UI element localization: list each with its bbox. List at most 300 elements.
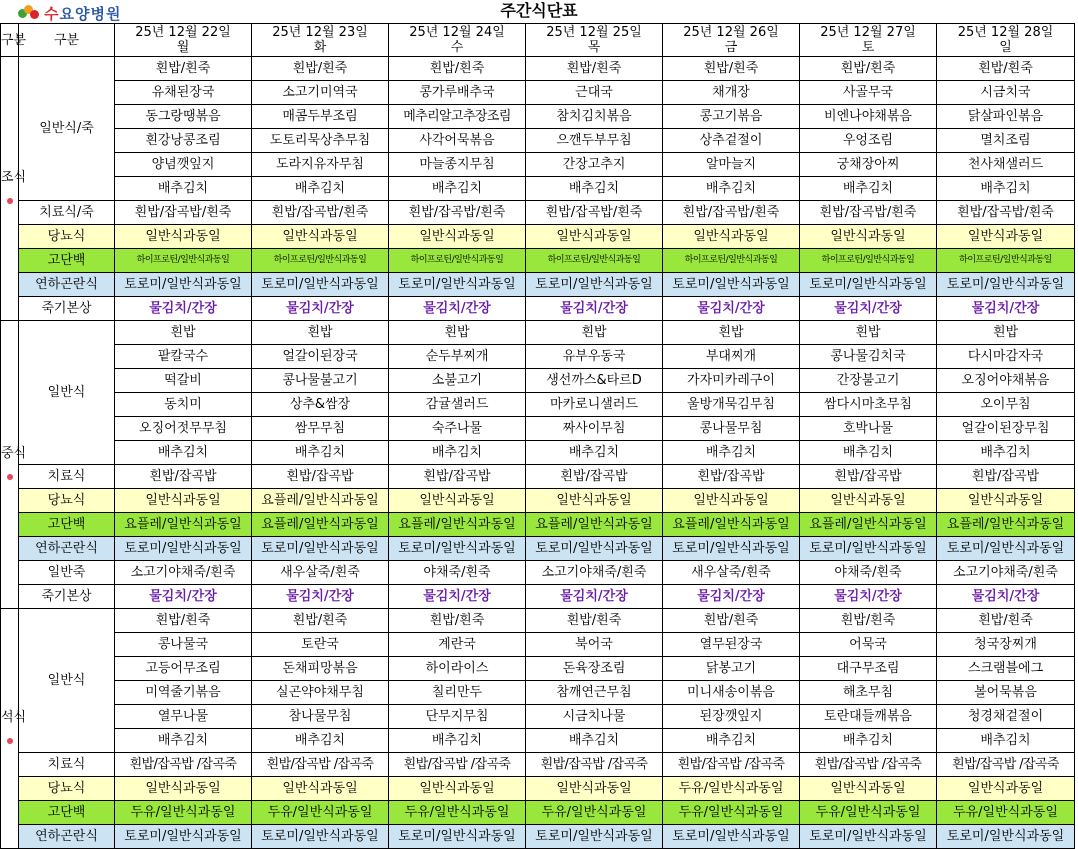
diet-cell: 토로미/일반식과동일 [937,273,1075,297]
diet-cell: 일반식과동일 [115,225,252,249]
menu-row [1,417,1075,441]
diet-label: 당뇨식 [19,225,115,249]
diet-cell: 하이프로틴/일반식과동일 [800,249,937,273]
diet-cell: 물김치/간장 [389,585,526,609]
diet-cell: 물김치/간장 [389,297,526,321]
diet-cell: 토로미/일반식과동일 [252,825,389,849]
menu-row [1,681,1075,705]
menu-cell: 칠리만두 [389,681,526,705]
menu-cell: 흰밥 [389,321,526,345]
menu-cell: 도라지유자무침 [252,153,389,177]
menu-cell: 상추겉절이 [663,129,800,153]
day-header-cell [115,24,252,57]
diet-cell: 토로미/일반식과동일 [526,273,663,297]
menu-cell: 흰밥/흰죽 [937,57,1075,81]
menu-cell: 하이라이스 [389,657,526,681]
menu-cell: 궁채장아찌 [800,153,937,177]
diet-cell: 토로미/일반식과동일 [389,273,526,297]
meal-marker-icon [7,198,13,204]
diet-cell: 일반식과동일 [937,489,1075,513]
menu-cell: 흰밥/흰죽 [663,57,800,81]
diet-cell: 토로미/일반식과동일 [937,825,1075,849]
diet-cell: 흰밥/잡곡밥/흰죽 [663,201,800,225]
menu-cell: 열무된장국 [663,633,800,657]
menu-cell: 부대찌개 [663,345,800,369]
diet-label: 죽기본상 [19,297,115,321]
menu-cell: 배추김치 [115,729,252,753]
diet-cell: 일반식과동일 [252,777,389,801]
diet-row [1,825,1075,849]
diet-cell: 일반식과동일 [526,489,663,513]
menu-cell: 콩가루배추국 [389,81,526,105]
menu-cell: 천사채샐러드 [937,153,1075,177]
diet-cell: 하이프로틴/일반식과동일 [389,249,526,273]
menu-cell: 흰밥 [526,321,663,345]
menu-cell: 오징어야채볶음 [937,369,1075,393]
side-header-cell: 구분 [1,24,19,57]
diet-cell: 일반식과동일 [526,225,663,249]
diet-cell: 토로미/일반식과동일 [800,273,937,297]
diet-cell: 흰밥/잡곡밥 /잡곡죽 [252,753,389,777]
day-header-cell [937,24,1075,57]
meal-marker-icon [7,738,13,744]
menu-cell: 대구무조림 [800,657,937,681]
diet-cell: 흰밥/잡곡밥 [800,465,937,489]
menu-cell: 알마늘지 [663,153,800,177]
diet-label: 고단백 [19,513,115,537]
diet-cell: 물김치/간장 [663,585,800,609]
menu-cell: 떡갈비 [115,369,252,393]
diet-cell: 일반식과동일 [115,777,252,801]
diet-cell: 물김치/간장 [526,585,663,609]
menu-cell: 소불고기 [389,369,526,393]
menu-cell: 흰밥/흰죽 [937,609,1075,633]
day-header-cell [252,24,389,57]
menu-row [1,705,1075,729]
menu-cell: 흰밥/흰죽 [252,609,389,633]
menu-row [1,177,1075,201]
menu-cell: 흰밥/흰죽 [663,609,800,633]
menu-cell: 토란대들깨볶음 [800,705,937,729]
main-category-label: 일반식 [19,321,115,465]
diet-cell: 하이프로틴/일반식과동일 [115,249,252,273]
menu-cell: 생선까스&타르D [526,369,663,393]
meal-side-label: 석식 [1,709,27,725]
menu-cell: 흰밥 [115,321,252,345]
menu-cell: 쌈무무침 [252,417,389,441]
main-category-label: 일반식 [19,609,115,753]
menu-cell: 된장깻잎지 [663,705,800,729]
menu-cell: 배추김치 [937,177,1075,201]
menu-cell: 흰밥 [937,321,1075,345]
menu-cell: 얼갈이된장무침 [937,417,1075,441]
diet-cell: 새우살죽/흰죽 [252,561,389,585]
day-header-cell [663,24,800,57]
meal-side-label: 조식 [1,169,27,185]
diet-cell: 물김치/간장 [937,297,1075,321]
menu-cell: 흰밥/흰죽 [115,609,252,633]
diet-cell: 요플레/일반식과동일 [252,513,389,537]
menu-cell: 소고기미역국 [252,81,389,105]
menu-cell: 콩나물김치국 [800,345,937,369]
menu-row [1,129,1075,153]
menu-cell: 어묵국 [800,633,937,657]
day-header-cell [800,24,937,57]
menu-cell: 흰밥/흰죽 [115,57,252,81]
menu-row [1,57,1075,81]
diet-label: 연하곤란식 [19,273,115,297]
diet-row [1,801,1075,825]
menu-cell: 흰밥/흰죽 [526,609,663,633]
menu-cell: 실곤약야채무침 [252,681,389,705]
menu-cell: 볼어묵볶음 [937,681,1075,705]
diet-cell: 두유/일반식과동일 [663,801,800,825]
diet-label: 당뇨식 [19,489,115,513]
diet-cell: 요플레/일반식과동일 [252,489,389,513]
diet-cell: 흰밥/잡곡밥 /잡곡죽 [526,753,663,777]
day-date: 25년 12월 27일 [820,25,916,40]
menu-cell: 짜사이무침 [526,417,663,441]
menu-cell: 동치미 [115,393,252,417]
diet-cell: 흰밥/잡곡밥 /잡곡죽 [800,753,937,777]
diet-cell: 토로미/일반식과동일 [526,825,663,849]
menu-cell: 가자미카레구이 [663,369,800,393]
menu-cell: 배추김치 [389,441,526,465]
day-date: 25년 12월 25일 [546,25,642,40]
menu-cell: 마늘종지무침 [389,153,526,177]
menu-cell: 청경채겉절이 [937,705,1075,729]
menu-cell: 배추김치 [526,441,663,465]
weekly-menu-table [0,23,1075,849]
menu-cell: 멸치조림 [937,129,1075,153]
menu-cell: 감귤샐러드 [389,393,526,417]
diet-cell: 토로미/일반식과동일 [115,825,252,849]
menu-cell: 시금치나물 [526,705,663,729]
diet-cell: 요플레/일반식과동일 [389,513,526,537]
menu-cell: 배추김치 [526,729,663,753]
diet-cell: 일반식과동일 [115,489,252,513]
menu-cell: 울방개묵김무침 [663,393,800,417]
day-of-week: 수 [450,40,464,55]
menu-cell: 양념깻잎지 [115,153,252,177]
diet-row [1,537,1075,561]
menu-cell: 콩나물무침 [663,417,800,441]
menu-cell: 참나물무침 [252,705,389,729]
menu-cell: 흰밥/흰죽 [800,609,937,633]
menu-cell: 숙주나물 [389,417,526,441]
diet-cell: 흰밥/잡곡밥/흰죽 [526,201,663,225]
diet-cell: 일반식과동일 [663,225,800,249]
menu-row [1,105,1075,129]
diet-cell: 흰밥/잡곡밥 [252,465,389,489]
menu-cell: 배추김치 [663,441,800,465]
meal-side-cell [1,609,27,849]
diet-cell: 흰밥/잡곡밥 [663,465,800,489]
menu-cell: 오이무침 [937,393,1075,417]
menu-cell: 메추리알고추장조림 [389,105,526,129]
menu-cell: 배추김치 [800,441,937,465]
diet-cell: 일반식과동일 [389,777,526,801]
main-category-label: 일반식/죽 [19,57,115,201]
menu-cell: 흰밥/흰죽 [389,57,526,81]
menu-cell: 콩나물불고기 [252,369,389,393]
diet-label: 일반죽 [19,561,115,585]
day-date: 25년 12월 28일 [957,25,1054,40]
menu-cell: 동그랑땡볶음 [115,105,252,129]
diet-row [1,753,1075,777]
header-row [1,24,1075,57]
diet-cell: 흰밥/잡곡밥/흰죽 [252,201,389,225]
diet-label: 치료식/죽 [19,201,115,225]
diet-cell: 두유/일반식과동일 [389,801,526,825]
day-date: 25년 12월 26일 [683,25,779,40]
diet-cell: 토로미/일반식과동일 [663,273,800,297]
diet-cell: 요플레/일반식과동일 [937,513,1075,537]
diet-row [1,297,1075,321]
menu-cell: 호박나물 [800,417,937,441]
diet-row [1,777,1075,801]
diet-label: 치료식 [19,753,115,777]
menu-cell: 배추김치 [115,441,252,465]
diet-cell: 흰밥/잡곡밥 [526,465,663,489]
menu-cell: 쌈다시마초무침 [800,393,937,417]
menu-cell: 배추김치 [252,177,389,201]
menu-row [1,609,1075,633]
diet-cell: 새우살죽/흰죽 [663,561,800,585]
day-of-week: 금 [724,40,738,55]
menu-cell: 배추김치 [389,729,526,753]
meal-side-label: 중식 [1,445,27,461]
diet-cell: 일반식과동일 [800,489,937,513]
menu-cell: 계란국 [389,633,526,657]
diet-label: 고단백 [19,249,115,273]
diet-row [1,249,1075,273]
menu-cell: 고등어무조림 [115,657,252,681]
menu-cell: 청국장찌개 [937,633,1075,657]
menu-cell: 흰밥/흰죽 [252,57,389,81]
diet-cell: 토로미/일반식과동일 [800,825,937,849]
diet-cell: 토로미/일반식과동일 [663,825,800,849]
menu-cell: 도토리묵상추무침 [252,129,389,153]
menu-cell: 유채된장국 [115,81,252,105]
diet-cell: 일반식과동일 [800,225,937,249]
diet-cell: 흰밥/잡곡밥 /잡곡죽 [663,753,800,777]
diet-cell: 두유/일반식과동일 [526,801,663,825]
menu-cell: 참치김치볶음 [526,105,663,129]
menu-cell: 북어국 [526,633,663,657]
menu-cell: 얼갈이된장국 [252,345,389,369]
menu-row [1,81,1075,105]
diet-row [1,561,1075,585]
meal-side-cell [1,57,27,321]
menu-cell: 순두부찌개 [389,345,526,369]
diet-label: 고단백 [19,801,115,825]
diet-cell: 요플레/일반식과동일 [800,513,937,537]
menu-cell: 닭봉고기 [663,657,800,681]
menu-cell: 배추김치 [937,729,1075,753]
menu-cell: 간장고추지 [526,153,663,177]
diet-cell: 물김치/간장 [526,297,663,321]
diet-label: 연하곤란식 [19,825,115,849]
menu-cell: 시금치국 [937,81,1075,105]
menu-cell: 마카로니샐러드 [526,393,663,417]
diet-cell: 하이프로틴/일반식과동일 [663,249,800,273]
menu-cell: 오징어젓무무침 [115,417,252,441]
day-date: 25년 12월 24일 [409,25,505,40]
diet-cell: 토로미/일반식과동일 [663,537,800,561]
diet-cell: 토로미/일반식과동일 [252,537,389,561]
menu-cell: 채개장 [663,81,800,105]
menu-cell: 흰밥 [252,321,389,345]
menu-cell: 흰밥/흰죽 [800,57,937,81]
diet-cell: 일반식과동일 [937,225,1075,249]
menu-cell: 배추김치 [663,177,800,201]
menu-cell: 콩나물국 [115,633,252,657]
menu-cell: 비엔나야채볶음 [800,105,937,129]
menu-row [1,369,1075,393]
diet-cell: 흰밥/잡곡밥 /잡곡죽 [115,753,252,777]
meal-marker-icon [7,474,13,480]
diet-cell: 야채죽/흰죽 [389,561,526,585]
menu-cell: 배추김치 [252,441,389,465]
day-date: 25년 12월 22일 [135,25,231,40]
category-header-cell: 구분 [19,24,115,57]
diet-cell: 일반식과동일 [800,777,937,801]
diet-cell: 물김치/간장 [115,297,252,321]
menu-cell: 돈채피망볶음 [252,657,389,681]
menu-cell: 흰밥/흰죽 [526,57,663,81]
logo-text: 수요양병원 [44,4,122,23]
menu-cell: 열무나물 [115,705,252,729]
menu-cell: 단무지무침 [389,705,526,729]
diet-cell: 물김치/간장 [115,585,252,609]
diet-cell: 토로미/일반식과동일 [115,537,252,561]
diet-cell: 토로미/일반식과동일 [115,273,252,297]
diet-cell: 물김치/간장 [252,297,389,321]
diet-cell: 일반식과동일 [663,489,800,513]
menu-cell: 간장불고기 [800,369,937,393]
day-of-week: 일 [999,40,1012,55]
diet-cell: 하이프로틴/일반식과동일 [252,249,389,273]
menu-cell: 닭살파인볶음 [937,105,1075,129]
diet-row [1,273,1075,297]
menu-cell: 돈육장조림 [526,657,663,681]
diet-row [1,513,1075,537]
day-date: 25년 12월 23일 [272,25,368,40]
diet-cell: 두유/일반식과동일 [663,777,800,801]
day-of-week: 토 [861,40,875,55]
menu-row [1,441,1075,465]
menu-cell: 으깬두부무침 [526,129,663,153]
diet-cell: 일반식과동일 [526,777,663,801]
diet-cell: 두유/일반식과동일 [937,801,1075,825]
diet-cell: 물김치/간장 [937,585,1075,609]
diet-cell: 일반식과동일 [252,225,389,249]
menu-cell: 사골무국 [800,81,937,105]
diet-cell: 토로미/일반식과동일 [937,537,1075,561]
diet-cell: 토로미/일반식과동일 [252,273,389,297]
diet-cell: 흰밥/잡곡밥 [389,465,526,489]
menu-cell: 배추김치 [389,177,526,201]
diet-cell: 두유/일반식과동일 [800,801,937,825]
menu-cell: 토란국 [252,633,389,657]
menu-row [1,393,1075,417]
diet-row [1,489,1075,513]
diet-cell: 물김치/간장 [800,585,937,609]
diet-cell: 흰밥/잡곡밥/흰죽 [937,201,1075,225]
menu-cell: 미니새송이볶음 [663,681,800,705]
page-title: 주간식단표 [500,1,578,20]
diet-cell: 요플레/일반식과동일 [115,513,252,537]
diet-cell: 토로미/일반식과동일 [800,537,937,561]
menu-cell: 배추김치 [663,729,800,753]
menu-cell: 팥칼국수 [115,345,252,369]
menu-cell: 배추김치 [115,177,252,201]
menu-cell: 배추김치 [800,729,937,753]
diet-cell: 소고기야채죽/흰죽 [526,561,663,585]
diet-cell: 흰밥/잡곡밥 /잡곡죽 [937,753,1075,777]
menu-cell: 흰밥 [800,321,937,345]
menu-cell: 배추김치 [252,729,389,753]
diet-label: 당뇨식 [19,777,115,801]
menu-row [1,657,1075,681]
menu-cell: 흰밥 [663,321,800,345]
diet-cell: 물김치/간장 [800,297,937,321]
diet-cell: 물김치/간장 [252,585,389,609]
menu-row [1,729,1075,753]
diet-cell: 토로미/일반식과동일 [389,825,526,849]
diet-cell: 토로미/일반식과동일 [389,537,526,561]
diet-cell: 소고기야채죽/흰죽 [115,561,252,585]
diet-cell: 일반식과동일 [389,225,526,249]
day-header-cell [389,24,526,57]
diet-row [1,225,1075,249]
diet-label: 치료식 [19,465,115,489]
diet-label: 연하곤란식 [19,537,115,561]
diet-cell: 흰밥/잡곡밥 /잡곡죽 [389,753,526,777]
menu-cell: 배추김치 [800,177,937,201]
menu-cell: 흰밥/흰죽 [389,609,526,633]
diet-label: 죽기본상 [19,585,115,609]
day-header-cell [526,24,663,57]
menu-cell: 우엉조림 [800,129,937,153]
diet-cell: 소고기야채죽/흰죽 [937,561,1075,585]
day-of-week: 목 [587,40,601,55]
menu-cell: 스크램블에그 [937,657,1075,681]
menu-cell: 콩고기볶음 [663,105,800,129]
diet-cell: 요플레/일반식과동일 [663,513,800,537]
diet-cell: 흰밥/잡곡밥/흰죽 [389,201,526,225]
menu-cell: 해초무침 [800,681,937,705]
diet-cell: 하이프로틴/일반식과동일 [526,249,663,273]
diet-cell: 일반식과동일 [937,777,1075,801]
menu-cell: 다시마감자국 [937,345,1075,369]
menu-row [1,633,1075,657]
diet-cell: 하이프로틴/일반식과동일 [937,249,1075,273]
menu-row [1,153,1075,177]
diet-cell: 흰밥/잡곡밥/흰죽 [115,201,252,225]
menu-cell: 배추김치 [937,441,1075,465]
menu-cell: 근대국 [526,81,663,105]
menu-cell: 사각어묵볶음 [389,129,526,153]
meal-side-cell [1,321,27,609]
diet-cell: 흰밥/잡곡밥 [937,465,1075,489]
menu-row [1,321,1075,345]
diet-cell: 흰밥/잡곡밥 [115,465,252,489]
diet-row [1,201,1075,225]
menu-cell: 유부우동국 [526,345,663,369]
menu-cell: 배추김치 [526,177,663,201]
